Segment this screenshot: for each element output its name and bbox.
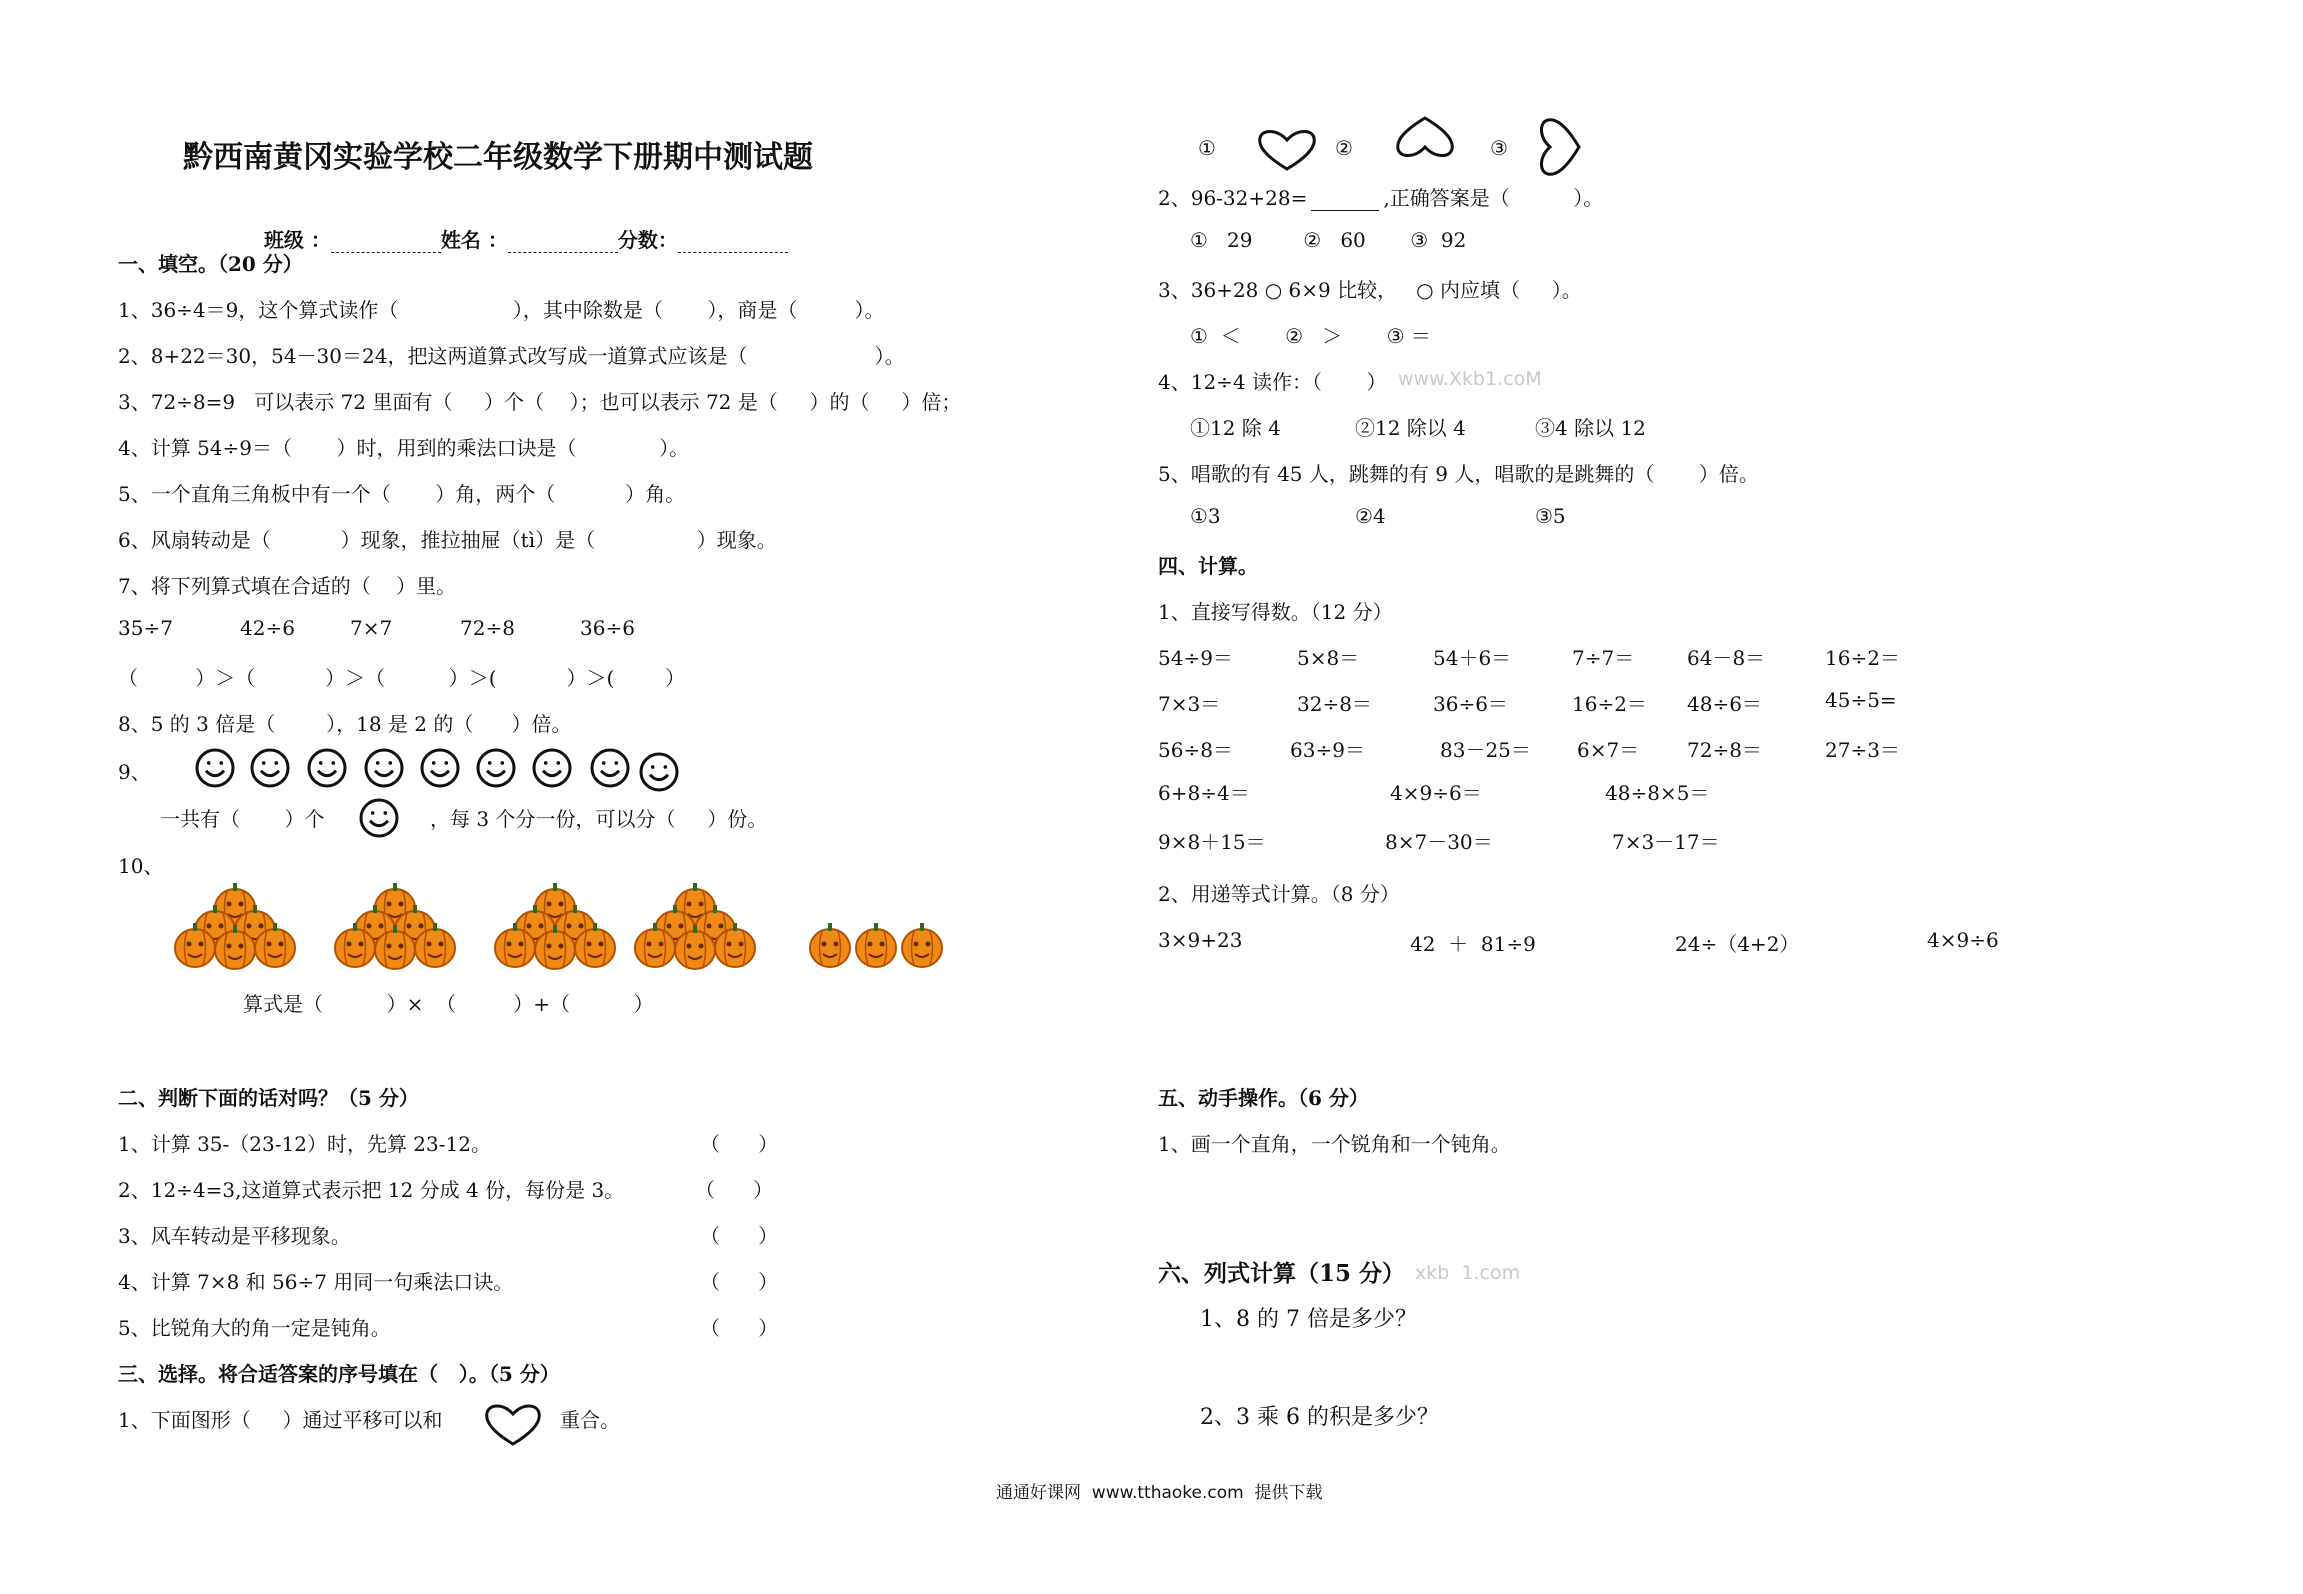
pumpkin-icon: [856, 923, 896, 967]
q10-label: 10、: [118, 854, 164, 878]
mixed-calc-item: 6+8÷4＝: [1158, 781, 1250, 805]
q7-expr: 35÷7: [118, 616, 173, 640]
calc-item: 27÷3＝: [1825, 738, 1900, 762]
calc-item: 56÷8＝: [1158, 738, 1233, 762]
choice-q4-option: ②12 除以 4: [1355, 416, 1466, 440]
calc-item: 45÷5=: [1825, 688, 1897, 712]
judge-paren[interactable]: （ ）: [700, 1224, 779, 1248]
choice-q2-label: 2、96-32+28=: [1158, 186, 1308, 210]
fill-q8: 8、5 的 3 倍是（ ），18 是 2 的（ ）倍。: [118, 712, 572, 736]
word-problem-q1: 1、8 的 7 倍是多少？: [1200, 1307, 1417, 1332]
calc-item: 54＋6＝: [1433, 646, 1512, 670]
choice-q1-option: ②: [1335, 136, 1353, 160]
step-calc-item: 24÷（4+2）: [1675, 932, 1800, 956]
choice-q5-option: ①3: [1190, 504, 1221, 528]
q9-line-a: 一共有（ ）个: [160, 807, 325, 831]
judge-item: 4、计算 7×8 和 56÷7 用同一句乘法口诀。: [118, 1270, 514, 1294]
calc-item: 5×8＝: [1297, 646, 1360, 670]
section4-heading: 四、计算。: [1158, 554, 1258, 578]
judge-paren[interactable]: （ ）: [700, 1316, 779, 1340]
heart-option-1-icon: [1255, 125, 1319, 175]
fill-q6: 6、风扇转动是（ ）现象，推拉抽屉（tì）是（ ）现象。: [118, 528, 777, 552]
calc-sub1-heading: 1、直接写得数。（12 分）: [1158, 600, 1393, 624]
section5-heading: 五、动手操作。（6 分）: [1158, 1086, 1369, 1110]
pumpkin-groups: [0, 0, 1000, 1000]
choice-q5-text: 5、唱歌的有 45 人，跳舞的有 9 人，唱歌的是跳舞的（ ）倍。: [1158, 462, 1759, 486]
section3-heading: 三、选择。将合适答案的序号填在（ ）。（5 分）: [118, 1362, 560, 1386]
choice-q1-text-end: 重合。: [560, 1408, 620, 1432]
q7-expr: 36÷6: [580, 616, 635, 640]
choice-q1-option: ③: [1490, 136, 1508, 160]
mixed-calc-item: 4×9÷6＝: [1390, 781, 1482, 805]
mixed-calc-item: 48÷8×5＝: [1605, 781, 1710, 805]
judge-paren[interactable]: （ ）: [700, 1270, 779, 1294]
mixed-calc-item: 8×7－30＝: [1385, 830, 1493, 854]
q9-line-b: ，每 3 个分一份，可以分（ ）份。: [430, 807, 768, 831]
heart-shape-icon: [483, 1400, 543, 1448]
section1-heading: 一、填空。（20 分）: [118, 252, 303, 276]
choice-q2-answer: ,正确答案是（ ）。: [1383, 186, 1604, 210]
watermark-text: xkb 1.com: [1415, 1262, 1521, 1284]
calc-item: 63÷9＝: [1290, 738, 1365, 762]
calc-item: 83－25＝: [1440, 738, 1531, 762]
mixed-calc-item: 9×8＋15＝: [1158, 830, 1266, 854]
calc-item: 7×3＝: [1158, 692, 1221, 716]
heart-option-2-icon: [1393, 112, 1457, 162]
fill-q5: 5、一个直角三角板中有一个（ ）角，两个（ ）角。: [118, 482, 686, 506]
judge-paren[interactable]: （ ）: [695, 1178, 774, 1202]
choice-q5-option: ②4: [1355, 504, 1386, 528]
footer-credit: 通通好课网 www.tthaoke.com 提供下载: [996, 1483, 1323, 1503]
choice-q5-option: ③5: [1535, 504, 1566, 528]
choice-q2-text: [1158, 182, 1603, 211]
fill-q3: 3、72÷8=9 可以表示 72 里面有（ ）个（ ）；也可以表示 72 是（ ）的（ ）倍；: [118, 390, 962, 414]
q7-expr: 7×7: [350, 616, 393, 640]
draw-q1: 1、画一个直角，一个锐角和一个钝角。: [1158, 1132, 1511, 1156]
step-calc-item: 4×9÷6: [1927, 928, 1999, 952]
calc-sub2-heading: 2、用递等式计算。（8 分）: [1158, 882, 1400, 906]
judge-item: 3、风车转动是平移现象。: [118, 1224, 351, 1248]
mixed-calc-item: 7×3－17＝: [1612, 830, 1720, 854]
judge-item: 5、比锐角大的角一定是钝角。: [118, 1316, 391, 1340]
calc-item: 32÷8＝: [1297, 692, 1372, 716]
calc-item: 48÷6＝: [1687, 692, 1762, 716]
choice-q1-option: ①: [1198, 136, 1216, 160]
calc-item: 72÷8＝: [1687, 738, 1762, 762]
choice-q3-options: ① ＜ ② ＞ ③ ＝: [1190, 324, 1431, 348]
choice-q3-text: 3、36+28 ○ 6×9 比较， ○ 内应填（ ）。: [1158, 278, 1582, 302]
pumpkin-icon: [810, 923, 850, 967]
choice-q4-option: ①12 除 4: [1190, 416, 1281, 440]
choice-q2-blank[interactable]: [1311, 192, 1379, 211]
judge-item: 1、计算 35-（23-12）时，先算 23-12。: [118, 1132, 491, 1156]
fill-q1: 1、36÷4＝9，这个算式读作（ ），其中除数是（ ），商是（ ）。: [118, 298, 885, 322]
fill-q4: 4、计算 54÷9＝（ ）时，用到的乘法口诀是（ ）。: [118, 436, 690, 460]
section6-heading: 六、列式计算（15 分）: [1158, 1260, 1406, 1287]
score-label: 分数：: [617, 228, 678, 252]
choice-q4-text: 4、12÷4 读作：（ ）: [1158, 370, 1387, 394]
judge-paren[interactable]: （ ）: [700, 1132, 779, 1156]
section2-heading: 二、判断下面的话对吗？（5 分）: [118, 1086, 419, 1110]
watermark-text: www.Xkb1.coM: [1398, 368, 1542, 390]
q10-line: 算式是（ ）× （ ）+（ ）: [243, 992, 654, 1016]
calc-item: 16÷2＝: [1572, 692, 1647, 716]
word-problem-q2: 2、3 乘 6 的积是多少？: [1200, 1405, 1439, 1430]
heart-option-3-icon: [1535, 114, 1585, 180]
calc-item: 7÷7＝: [1572, 646, 1635, 670]
calc-item: 16÷2＝: [1825, 646, 1900, 670]
pumpkin-icon: [902, 923, 942, 967]
step-calc-item: 3×9+23: [1158, 928, 1243, 952]
class-label: 班级 ：: [263, 228, 331, 252]
calc-item: 6×7＝: [1577, 738, 1640, 762]
choice-q2-options: ① 29 ② 60 ③ 92: [1190, 228, 1467, 252]
choice-q1-text: 1、下面图形（ ）通过平移可以和: [118, 1408, 443, 1432]
q9-label: 9、: [118, 760, 151, 784]
q7-expr: 72÷8: [460, 616, 515, 640]
q7-blanks: （ ）＞（ ）＞（ ）＞( ）＞( ）: [118, 666, 686, 690]
fill-q7: 7、将下列算式填在合适的（ ）里。: [118, 574, 457, 598]
calc-item: 54÷9＝: [1158, 646, 1233, 670]
judge-item: 2、12÷4=3,这道算式表示把 12 分成 4 份，每份是 3。: [118, 1178, 625, 1202]
q7-expr: 42÷6: [240, 616, 295, 640]
step-calc-item: 42 ＋ 81÷9: [1410, 932, 1536, 956]
calc-item: 64－8＝: [1687, 646, 1766, 670]
calc-item: 36÷6＝: [1433, 692, 1508, 716]
page-title: 黔西南黄冈实验学校二年级数学下册期中测试题: [183, 140, 813, 175]
choice-q4-option: ③4 除以 12: [1535, 416, 1646, 440]
name-label: 姓名 ：: [440, 228, 508, 252]
fill-q2: 2、8+22＝30，54－30＝24，把这两道算式改写成一道算式应该是（ ）。: [118, 344, 905, 368]
